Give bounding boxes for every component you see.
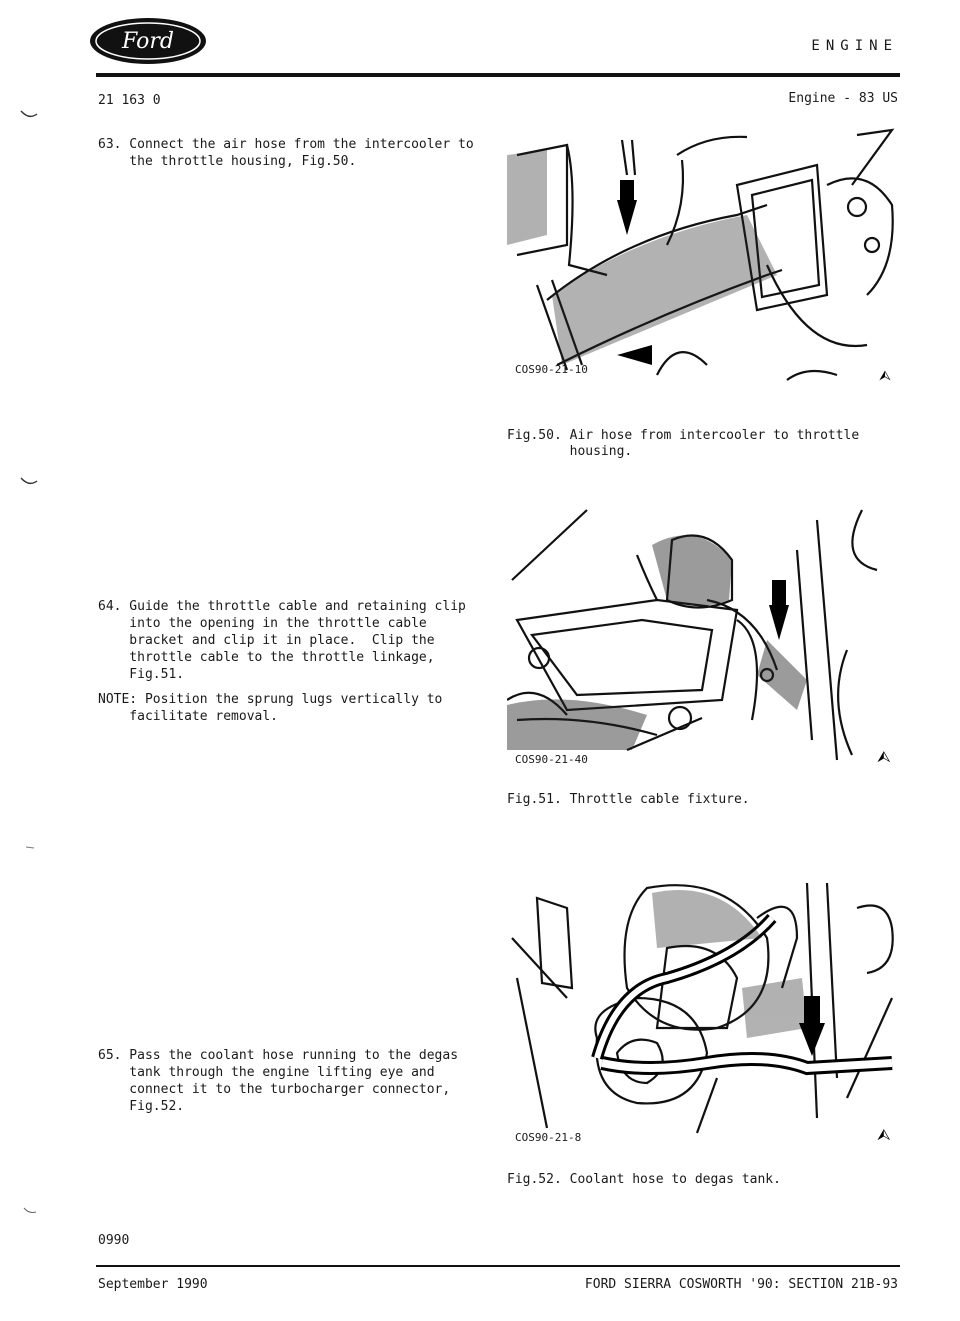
note: NOTE: Position the sprung lugs vertically to facilitate removal. [98,692,443,724]
figure-code: COS90-21-10 [515,363,588,376]
svg-text:⮙: ⮙ [879,368,891,384]
air-hose-illustration [507,125,899,385]
doc-reference: 21 163 0 [98,93,161,108]
figure-51-caption: Fig.51. Throttle cable fixture. [507,792,750,807]
figure-code: COS90-21-8 [515,1131,582,1144]
margin-mark [20,477,38,487]
figure-51 [507,500,899,770]
step-65: 65. Pass the coolant hose running to the degas tank through the engine lifting eye and connect it to the turbocharger connector, Fig.52. [98,1048,459,1114]
doc-subsection: Engine - 83 US [788,91,898,106]
header-rule [96,73,900,77]
footer-section-ref: FORD SIERRA COSWORTH '90: SECTION 21B-93 [584,1277,898,1292]
svg-text:⮙: ⮙ [877,747,891,766]
ford-logo [88,16,208,66]
margin-mark [20,110,38,120]
figure-52-caption: Fig.52. Coolant hose to degas tank. [507,1172,781,1187]
margin-mark [20,1206,38,1216]
step-64: 64. Guide the throttle cable and retaining clip into the opening in the throttle cable bracket and clip it in place. Clip the throttle cable to the throttle linkage, Fig.51. [98,599,466,682]
page-code: 0990 [98,1233,130,1248]
section-title: ENGINE [811,38,898,54]
coolant-hose-illustration [507,878,899,1146]
figure-code: COS90-21-40 [515,753,588,766]
margin-mark [20,843,38,853]
footer-date: September 1990 [98,1277,208,1292]
throttle-cable-illustration [507,500,899,770]
step-63: 63. Connect the air hose from the intercooler to the throttle housing, Fig.50. [98,137,474,169]
footer-rule [96,1265,900,1267]
figure-52 [507,878,899,1146]
svg-text:⮙: ⮙ [877,1125,891,1144]
figure-50-caption: Fig.50. Air hose from intercooler to throttle housing. [507,428,860,459]
figure-50 [507,125,899,385]
ford-logo-text: Ford [122,29,174,54]
